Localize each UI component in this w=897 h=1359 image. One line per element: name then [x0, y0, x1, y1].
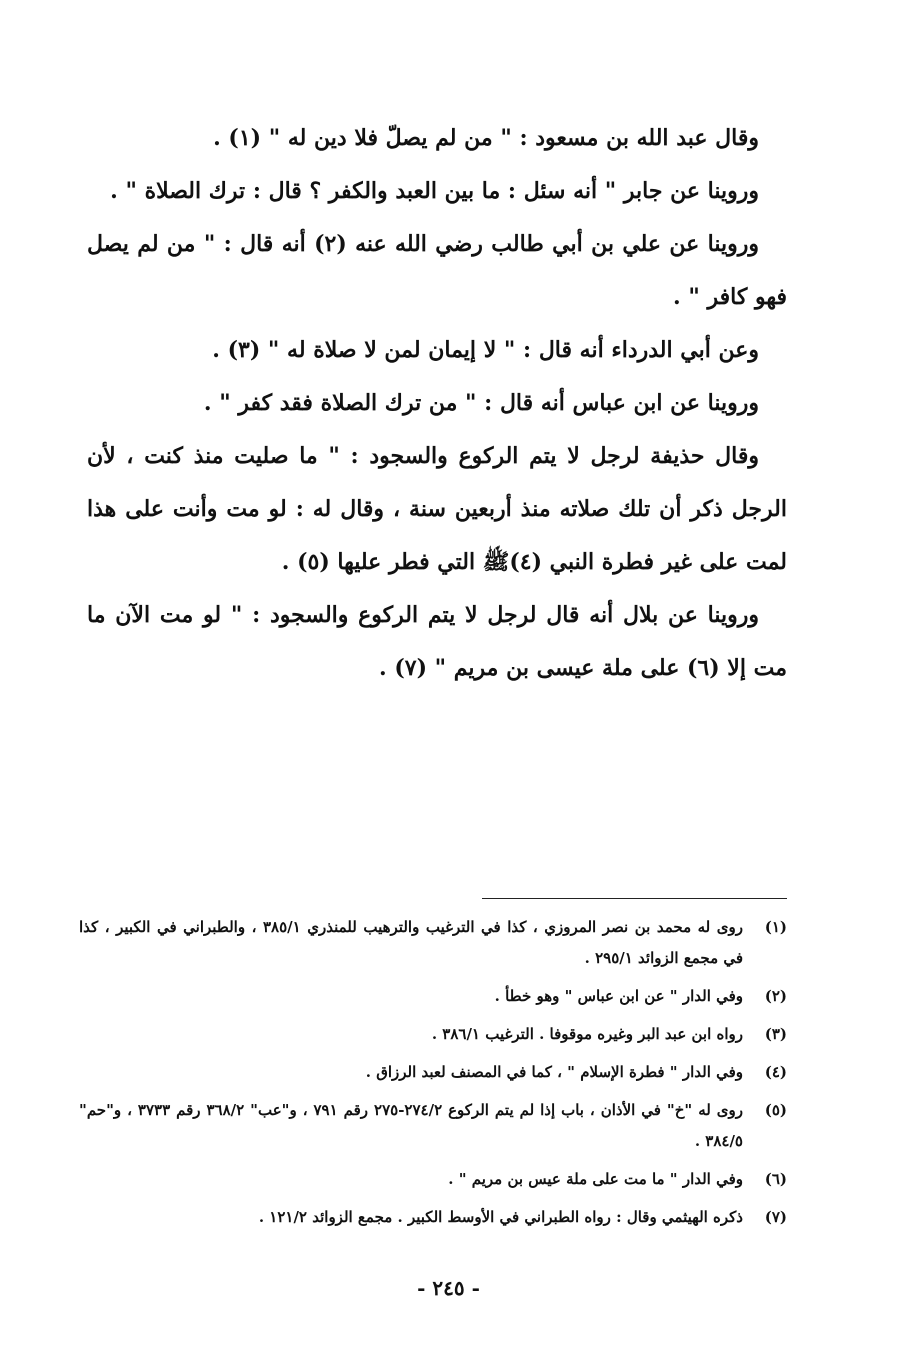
footnote-divider: [482, 898, 787, 899]
paragraph: وقال حذيفة لرجل لا يتم الركوع والسجود : " ما صليت منذ كنت ، لأن الرجل ذكر أن تلك صلاته منذ أربعين سنة ، وقال له : لو مت وأنت على هذا لمت على غير فطرة النبي (٤)ﷺ التي فطر عليها (٥) .: [87, 443, 787, 575]
footnotes: [79, 912, 787, 1240]
footnote-item: [79, 1202, 787, 1233]
footnote-number: (٥): [764, 1101, 787, 1119]
footnote-item: [79, 912, 787, 974]
paragraph: وقال عبد الله بن مسعود : " من لم يصلّ فلا دين له " (١) .: [213, 125, 759, 151]
footnote-number: (٤): [764, 1063, 787, 1081]
main-text: [87, 112, 787, 695]
footnote-text: رواه ابن عبد البر وغيره موقوفا . الترغيب ٣٨٦/١ .: [431, 1025, 743, 1043]
footnote-text: وفي الدار " ما مت على ملة عيس بن مريم " .: [448, 1170, 743, 1188]
paragraph: وروينا عن علي بن أبي طالب رضي الله عنه (٢) أنه قال : " من لم يصل فهو كافر " .: [87, 231, 787, 310]
footnote-number: (٦): [764, 1170, 787, 1188]
footnote-number: (٧): [764, 1208, 787, 1226]
footnote-item: [79, 1095, 787, 1157]
footnote-number: (٣): [764, 1025, 787, 1043]
footnote-text: روى له محمد بن نصر المروزي ، كذا في الترغيب والترهيب للمنذري ٣٨٥/١ ، والطبراني في الكبير ، كذا في مجمع الزوائد ٢٩٥/١ .: [79, 918, 743, 967]
paragraph: وروينا عن بلال أنه قال لرجل لا يتم الركوع والسجود : " لو مت الآن ما مت إلا (٦) على ملة عيسى بن مريم " (٧) .: [87, 602, 787, 681]
footnote-item: [79, 1164, 787, 1195]
footnote-number: (١): [764, 918, 787, 936]
footnote-number: (٢): [764, 987, 787, 1005]
page-number: - ٢٤٥ -: [417, 1276, 480, 1300]
footnote-item: [79, 1057, 787, 1088]
paragraph: وروينا عن جابر " أنه سئل : ما بين العبد والكفر ؟ قال : ترك الصلاة " .: [110, 178, 759, 204]
footnote-text: روى له "خ" في الأذان ، باب إذا لم يتم الركوع ٢٧٤/٢-٢٧٥ رقم ٧٩١ ، و"عب" ٣٦٨/٢ رقم ٣٧٣٣ ، و"حم" ٣٨٤/٥ .: [79, 1101, 744, 1150]
footnote-text: ذكره الهيثمي وقال : رواه الطبراني في الأوسط الكبير . مجمع الزوائد ١٢١/٢ .: [258, 1208, 743, 1226]
footnote-item: [79, 1019, 787, 1050]
paragraph: وروينا عن ابن عباس أنه قال : " من ترك الصلاة فقد كفر " .: [203, 390, 759, 416]
footnote-text: وفي الدار " فطرة الإسلام " ، كما في المصنف لعبد الرزاق .: [365, 1063, 743, 1081]
footnote-text: وفي الدار " عن ابن عباس " وهو خطأ .: [494, 987, 743, 1005]
paragraph: وعن أبي الدرداء أنه قال : " لا إيمان لمن لا صلاة له " (٣) .: [212, 337, 759, 363]
footnote-item: [79, 981, 787, 1012]
